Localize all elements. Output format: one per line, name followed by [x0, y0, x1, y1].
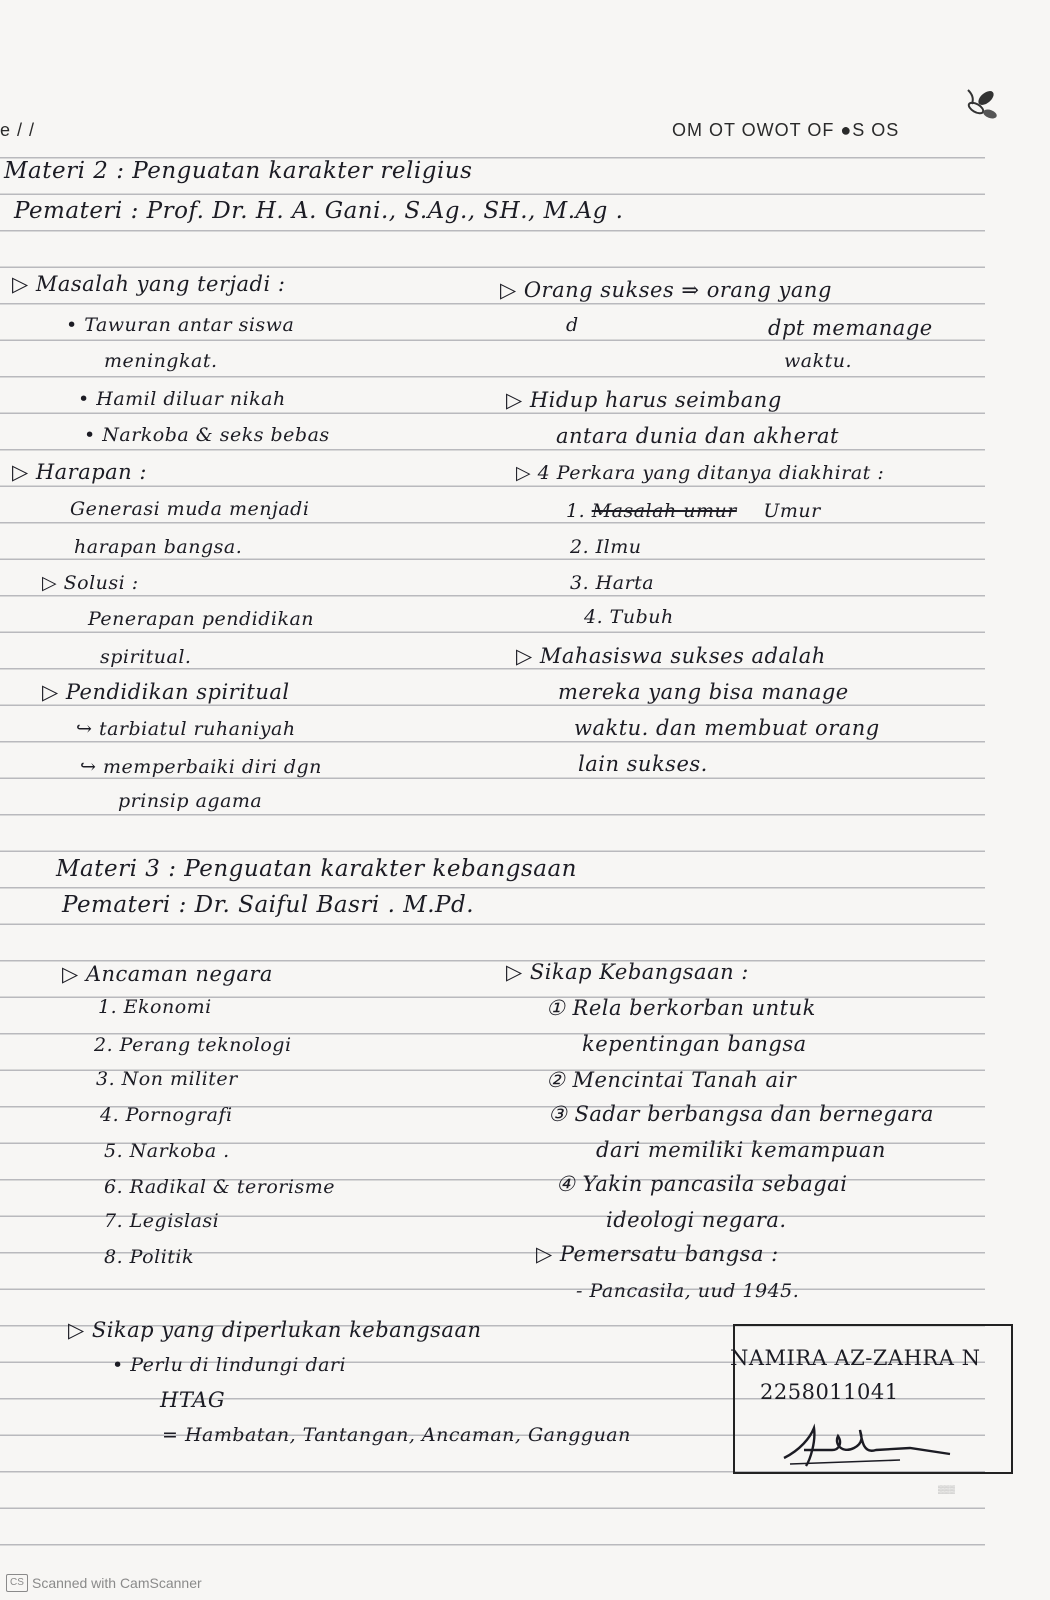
note-line: Generasi muda menjadi	[70, 498, 310, 520]
note-ancaman: ▷ Ancaman negara	[62, 962, 273, 986]
note-line: ↪ memperbaiki diri dgn	[80, 756, 322, 778]
note-line: waktu.	[784, 350, 853, 372]
note-sikap-diperlukan: ▷ Sikap yang diperlukan kebangsaan	[68, 1318, 482, 1342]
note-line: 3. Non militer	[96, 1068, 238, 1090]
note-line: 4. Tubuh	[584, 606, 674, 628]
note-line: harapan bangsa.	[74, 536, 243, 558]
note-line: 1. Ekonomi	[98, 996, 212, 1018]
note-orang-sukses: ▷ Orang sukses ⇒ orang yang	[500, 278, 832, 302]
note-perkara: ▷ 4 Perkara yang ditanya diakhirat :	[516, 462, 885, 484]
camscanner-text: Scanned with CamScanner	[32, 1575, 202, 1591]
note-line: ↪ tarbiatul ruhaniyah	[76, 718, 296, 740]
note-line: • Hamil diluar nikah	[78, 388, 286, 410]
materi3-speaker: Pemateri : Dr. Saiful Basri . M.Pd.	[62, 892, 475, 918]
paper-watermark-icon: ▒▒▒	[938, 1485, 956, 1494]
note-line: antara dunia dan akherat	[556, 424, 840, 448]
note-line: 6. Radikal & terorisme	[104, 1176, 335, 1198]
note-line: d	[566, 314, 579, 336]
note-line: 8. Politik	[104, 1246, 194, 1268]
note-line: HTAG	[160, 1388, 226, 1412]
note-line: prinsip agama	[118, 790, 263, 812]
note-line: waktu. dan membuat orang	[574, 716, 880, 740]
note-line: - Pancasila, uud 1945.	[576, 1280, 800, 1302]
note-line: lain sukses.	[578, 752, 708, 776]
weekday-markers: OM OT OWOT OF ●S OS	[672, 120, 900, 140]
list-text: Umur	[763, 500, 821, 522]
note-line: = Hambatan, Tantangan, Ancaman, Gangguan	[162, 1424, 631, 1446]
note-line: dari memiliki kemampuan	[596, 1138, 886, 1162]
materi2-title: Materi 2 : Penguatan karakter religius	[4, 158, 473, 184]
student-name: NAMIRA AZ-ZAHRA N	[730, 1346, 981, 1370]
note-line: mereka yang bisa manage	[558, 680, 849, 704]
materi3-title: Materi 3 : Penguatan karakter kebangsaan	[56, 856, 577, 882]
note-line: • Tawuran antar siswa	[66, 314, 295, 336]
note-line: dpt memanage	[768, 316, 933, 340]
note-hidup: ▷ Hidup harus seimbang	[506, 388, 782, 412]
butterfly-logo-icon	[958, 84, 1004, 130]
materi2-speaker: Pemateri : Prof. Dr. H. A. Gani., S.Ag., SH., M.Ag .	[14, 198, 624, 224]
note-line: spiritual.	[100, 646, 192, 668]
note-line: • Perlu di lindungi dari	[112, 1354, 347, 1376]
list-number: 1.	[566, 500, 586, 522]
note-line	[566, 500, 821, 522]
signature-icon	[780, 1420, 980, 1472]
note-line: ideologi negara.	[606, 1208, 787, 1232]
note-line: 7. Legislasi	[104, 1210, 220, 1232]
note-masalah: ▷ Masalah yang terjadi :	[12, 272, 286, 296]
note-line: • Narkoba & seks bebas	[84, 424, 330, 446]
note-line: 2. Ilmu	[570, 536, 642, 558]
note-harapan: ▷ Harapan :	[12, 460, 147, 484]
note-line: ④ Yakin pancasila sebagai	[556, 1172, 848, 1196]
note-mahasiswa: ▷ Mahasiswa sukses adalah	[516, 644, 826, 668]
note-line: 2. Perang teknologi	[94, 1034, 292, 1056]
note-line: 3. Harta	[570, 572, 655, 594]
note-line: meningkat.	[104, 350, 218, 372]
note-line: kepentingan bangsa	[582, 1032, 807, 1056]
note-pemersatu: ▷ Pemersatu bangsa :	[536, 1242, 779, 1266]
note-line: ① Rela berkorban untuk	[546, 996, 816, 1020]
camscanner-icon: CS	[6, 1574, 28, 1592]
camscanner-watermark	[6, 1574, 202, 1592]
date-field: e / /	[0, 120, 36, 140]
note-line: 5. Narkoba .	[104, 1140, 230, 1162]
struck-text: Masalah umur	[591, 500, 737, 522]
note-line: Penerapan pendidikan	[88, 608, 315, 630]
note-line: ③ Sadar berbangsa dan bernegara	[548, 1102, 934, 1126]
note-sikap-kebangsaan: ▷ Sikap Kebangsaan :	[506, 960, 749, 984]
note-line: 4. Pornografi	[100, 1104, 233, 1126]
note-line: ② Mencintai Tanah air	[546, 1068, 797, 1092]
note-solusi: ▷ Solusi :	[42, 572, 139, 594]
student-nim: 2258011041	[760, 1380, 899, 1404]
note-pendidikan: ▷ Pendidikan spiritual	[42, 680, 290, 704]
